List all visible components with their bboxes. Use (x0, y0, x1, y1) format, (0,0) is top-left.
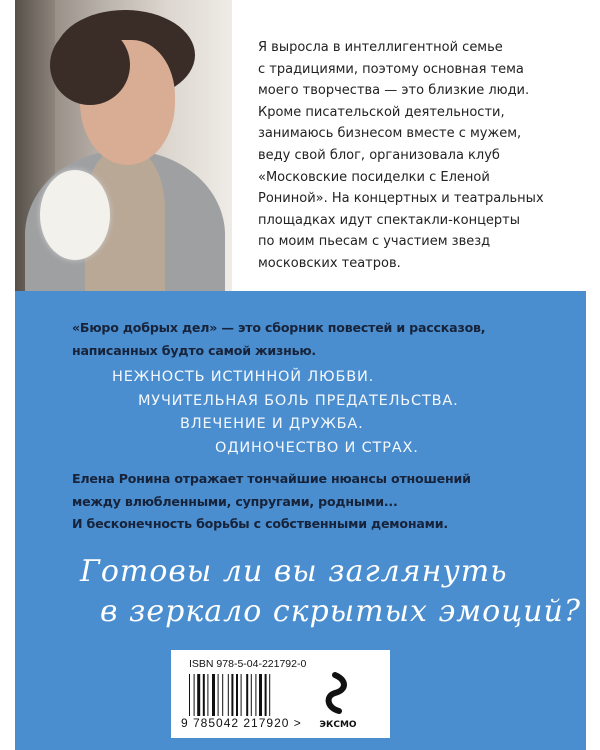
tagline-line: Готовы ли вы заглянуть (80, 554, 508, 589)
ean-text: 9 785042 217920 > (181, 716, 302, 730)
theme-line: ВЛЕЧЕНИЕ И ДРУЖБА. (180, 416, 364, 432)
bio-line: моего творчества — это близкие люди. (258, 83, 530, 99)
bio-line: по моим пьесам с участием звезд (258, 234, 491, 250)
bio-line: веду свой блог, организовала клуб (258, 147, 500, 163)
bio-line: с традициями, поэтому основная тема (258, 61, 524, 77)
bio-line: Кроме писательской деятельности, (258, 104, 505, 120)
book-back-cover (15, 0, 586, 750)
theme-line: НЕЖНОСТЬ ИСТИННОЙ ЛЮБВИ. (112, 369, 374, 385)
bio-line: занимаюсь бизнесом вместе с мужем, (258, 126, 522, 142)
theme-line: ОДИНОЧЕСТВО И СТРАХ. (215, 440, 419, 456)
summary-line: И бесконечность борьбы с собственными демонами. (72, 516, 448, 531)
publisher-logo (313, 672, 363, 736)
bio-line: площадках идут спектакли-концерты (258, 212, 521, 228)
tagline-line: в зеркало скрытых эмоций? (100, 594, 581, 629)
author-photo (15, 0, 232, 291)
eksmo-logo-icon (321, 672, 355, 714)
summary-line: Елена Ронина отражает тончайшие нюансы отношений (72, 471, 471, 486)
bio-line: Рониной». На концертных и театральных (258, 191, 544, 207)
bio-line: московских театров. (258, 255, 401, 271)
summary-line: между влюбленными, супругами, родными... (72, 493, 398, 509)
isbn-text: ISBN 978-5-04-221792-0 (189, 658, 307, 670)
summary-text (72, 468, 471, 536)
bio-line: «Московские посиделки с Еленой (258, 169, 490, 185)
publisher-name: ЭКСМО (319, 720, 357, 730)
author-bio (258, 37, 578, 275)
blue-panel (15, 291, 586, 750)
bio-line: Я выросла в интеллигентной семье (258, 40, 503, 55)
intro-line: «Бюро добрых дел» — это сборник повестей и рассказов, (72, 320, 486, 335)
intro-line: написанных будто самой жизнью. (72, 342, 316, 358)
theme-line: МУЧИТЕЛЬНАЯ БОЛЬ ПРЕДАТЕЛЬСТВА. (138, 393, 459, 409)
intro-text (72, 317, 485, 362)
barcode-box (171, 650, 390, 738)
